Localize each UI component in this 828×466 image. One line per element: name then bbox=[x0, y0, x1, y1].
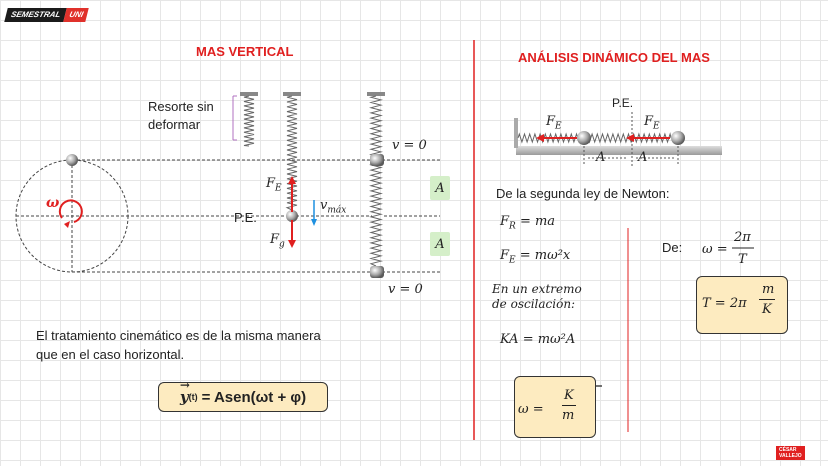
position-formula-box bbox=[158, 378, 328, 412]
right-pe-label: P.E. bbox=[612, 96, 634, 110]
omega-box-lhs: ω = bbox=[518, 402, 544, 417]
period-num: m bbox=[762, 282, 775, 297]
omega-rel-den: T bbox=[738, 252, 747, 267]
omega-label: ω bbox=[46, 195, 60, 211]
rotation-arrow bbox=[60, 200, 82, 222]
omega-box-num: K bbox=[564, 388, 574, 403]
fe-right-label: $F_E$ bbox=[644, 114, 660, 132]
fr-equation: $F_R$ = ma bbox=[500, 214, 556, 232]
fg-label: $F_g$ bbox=[270, 232, 285, 250]
left-title: MAS VERTICAL bbox=[196, 44, 294, 59]
spring-note-line2: deformar bbox=[148, 117, 201, 132]
kinematic-note bbox=[36, 326, 321, 364]
amp-right-label: A bbox=[638, 150, 648, 165]
fe-label: $F_E$ bbox=[266, 176, 282, 194]
omega-box-bar bbox=[562, 405, 576, 406]
omega-box-den: m bbox=[562, 408, 575, 423]
circle-ball bbox=[66, 154, 78, 166]
omega-rel-num: 2π bbox=[734, 230, 751, 245]
pe-label: P.E. bbox=[234, 210, 257, 225]
de-label: De: bbox=[662, 240, 683, 255]
brand-semestral: SEMESTRAL bbox=[4, 8, 67, 22]
newton-text: De la segunda ley de Newton: bbox=[496, 186, 670, 201]
v-top-label: v = 0 bbox=[392, 138, 427, 153]
ka-equation: KA = mω²A bbox=[500, 332, 576, 347]
kinematic-note-line2: que en el caso horizontal. bbox=[36, 347, 185, 362]
formula-y: → y bbox=[179, 378, 190, 406]
period-den: K bbox=[762, 302, 772, 317]
vmax-label: $v_{máx}$ bbox=[320, 198, 347, 216]
amplitude-box-bottom: A bbox=[430, 232, 450, 256]
extremo-line1: En un extremo bbox=[492, 282, 582, 296]
formula-sub: (t) bbox=[188, 392, 198, 402]
spring-extremes bbox=[367, 92, 385, 278]
omega-rel-lhs: ω = bbox=[702, 242, 728, 257]
formula-rest: = Asen(ωt + φ) bbox=[201, 388, 307, 406]
fe-left-label: $F_E$ bbox=[546, 114, 562, 132]
right-title: ANÁLISIS DINÁMICO DEL MAS bbox=[518, 50, 710, 65]
logo bbox=[776, 446, 805, 460]
amp-left-label: A bbox=[596, 150, 606, 165]
kinematic-note-line1: El tratamiento cinemático es de la misma manera bbox=[36, 328, 321, 343]
logo-line1: CÉSAR bbox=[779, 447, 797, 453]
spring-note bbox=[148, 98, 214, 134]
period-bar bbox=[759, 299, 775, 300]
logo-line2: VALLEJO bbox=[779, 453, 802, 459]
fe-equation: $F_E = m\omega^2x$ bbox=[500, 248, 571, 266]
extremo-text bbox=[492, 282, 582, 312]
amplitude-box-top: A bbox=[430, 176, 450, 200]
brand-uni: UNI bbox=[64, 8, 89, 22]
v-bottom-label: v = 0 bbox=[388, 282, 423, 297]
spring-note-line1: Resorte sin bbox=[148, 99, 214, 114]
period-lhs: T = 2π bbox=[702, 296, 747, 311]
extremo-line2: de oscilación: bbox=[492, 297, 576, 311]
spring-undeformed bbox=[240, 92, 258, 146]
